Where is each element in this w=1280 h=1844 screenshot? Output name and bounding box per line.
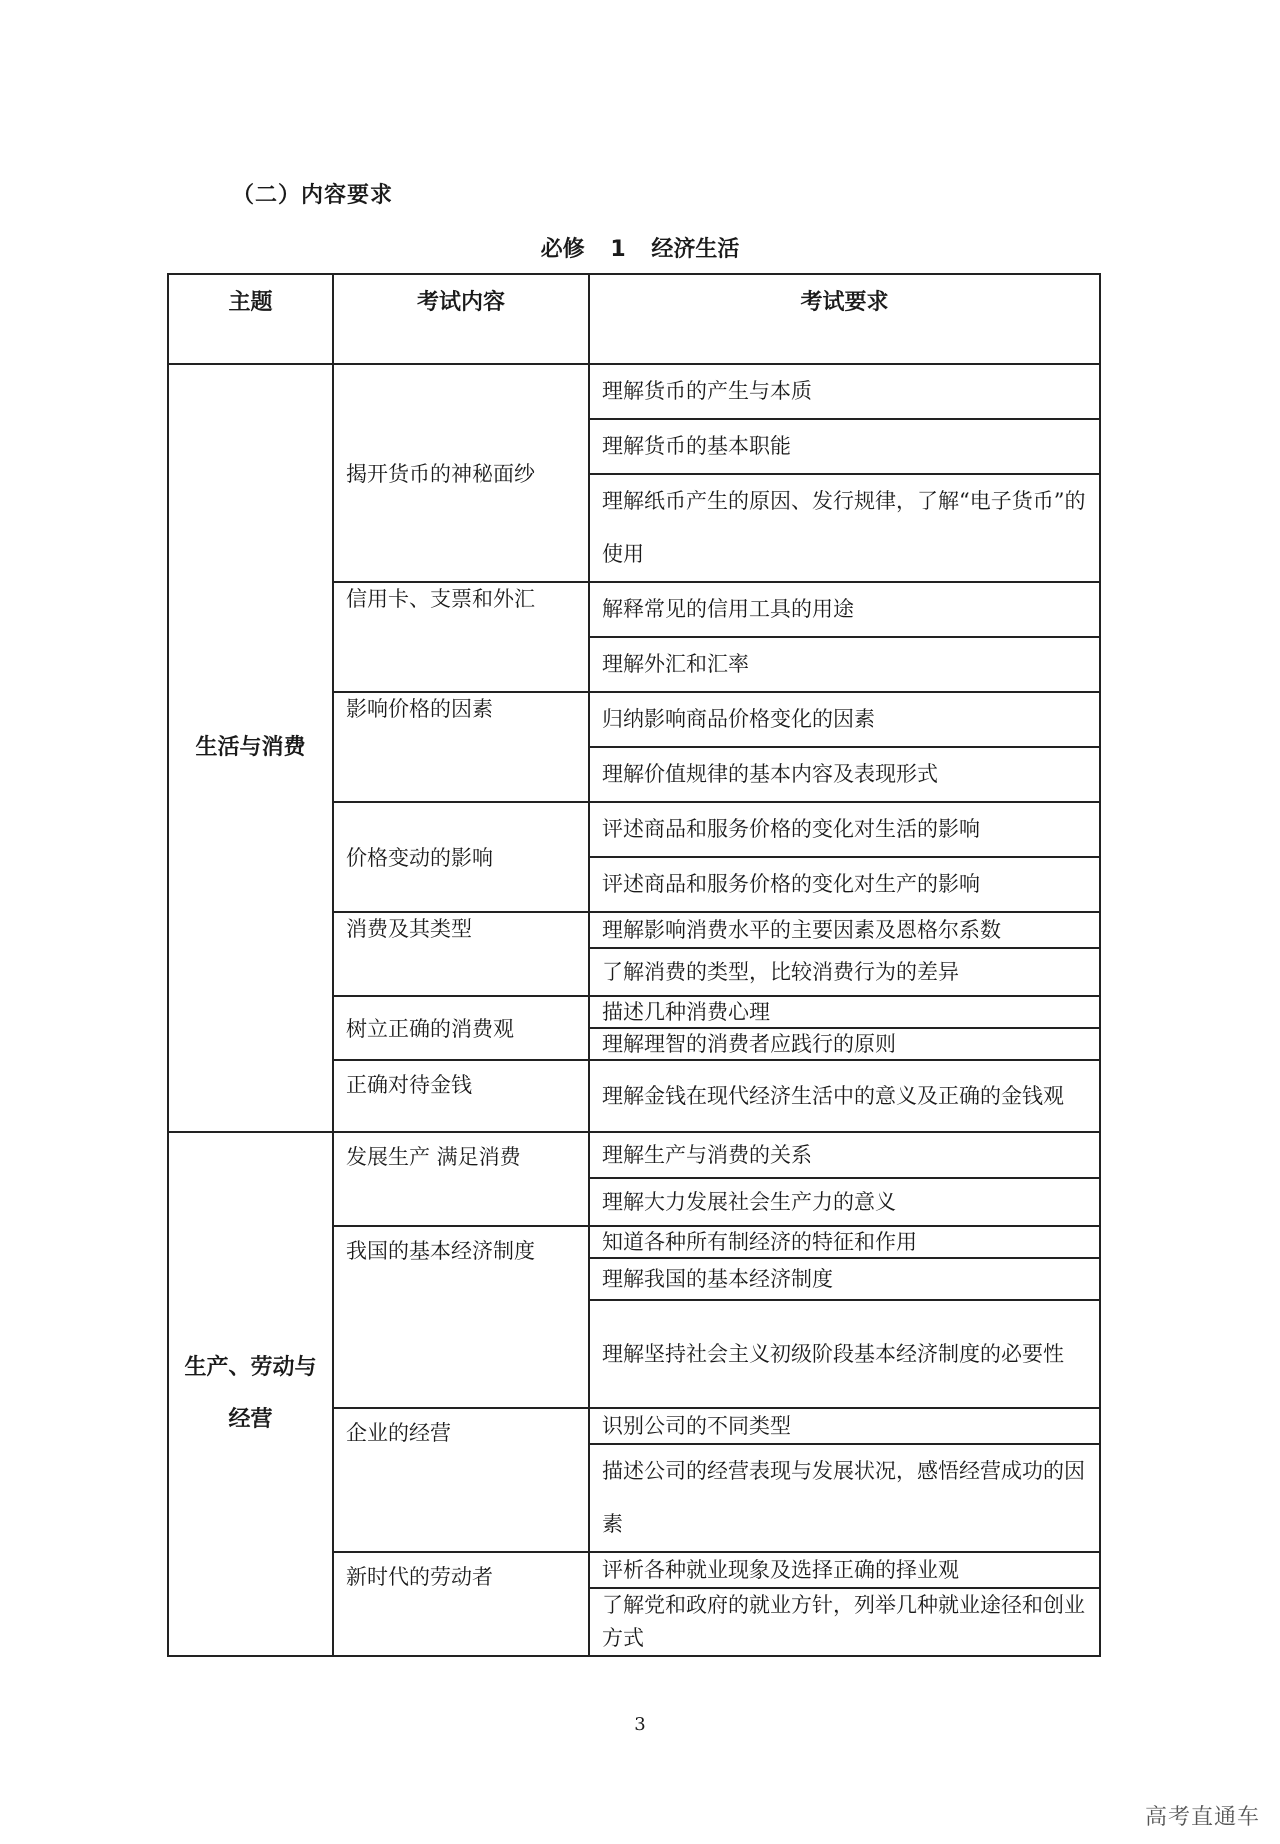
table-title-part3: 经济生活 [651,237,740,262]
requirement-cell: 理解我国的基本经济制度 [589,1258,1100,1300]
requirement-cell: 理解金钱在现代经济生活中的意义及正确的金钱观 [589,1060,1100,1132]
content-cell: 企业的经营 [333,1408,589,1552]
header-content: 考试内容 [333,274,589,364]
requirement-cell: 描述公司的经营表现与发展状况，感悟经营成功的因素 [589,1444,1100,1552]
requirement-cell: 识别公司的不同类型 [589,1408,1100,1444]
requirement-cell: 理解货币的基本职能 [589,419,1100,474]
header-theme: 主题 [168,274,333,364]
requirement-cell: 理解坚持社会主义初级阶段基本经济制度的必要性 [589,1300,1100,1408]
requirement-cell: 描述几种消费心理 [589,996,1100,1028]
table-row [168,364,1100,419]
requirement-cell: 归纳影响商品价格变化的因素 [589,692,1100,747]
content-cell: 新时代的劳动者 [333,1552,589,1656]
theme-cell: 生产、劳动与经营 [168,1132,333,1656]
requirement-cell: 知道各种所有制经济的特征和作用 [589,1226,1100,1258]
requirement-cell: 解释常见的信用工具的用途 [589,582,1100,637]
table-header-row [168,274,1100,364]
requirement-cell: 评析各种就业现象及选择正确的择业观 [589,1552,1100,1588]
content-cell: 揭开货币的神秘面纱 [333,364,589,582]
requirement-cell: 理解大力发展社会生产力的意义 [589,1178,1100,1226]
requirement-cell: 评述商品和服务价格的变化对生产的影响 [589,857,1100,912]
syllabus-table [167,273,1101,1657]
theme-cell: 生活与消费 [168,364,333,1132]
content-cell: 发展生产 满足消费 [333,1132,589,1226]
requirement-cell: 理解理智的消费者应践行的原则 [589,1028,1100,1060]
content-cell: 正确对待金钱 [333,1060,589,1132]
requirement-cell: 理解纸币产生的原因、发行规律，了解“电子货币”的使用 [589,474,1100,582]
content-cell: 消费及其类型 [333,912,589,996]
content-cell: 树立正确的消费观 [333,996,589,1060]
section-heading: （二）内容要求 [232,183,394,208]
header-requirement: 考试要求 [589,274,1100,364]
page-number: 3 [634,1714,646,1735]
requirement-cell: 了解消费的类型，比较消费行为的差异 [589,948,1100,996]
watermark: 高考直通车 [1144,1805,1260,1830]
requirement-cell: 理解外汇和汇率 [589,637,1100,692]
requirement-cell: 理解影响消费水平的主要因素及恩格尔系数 [589,912,1100,948]
requirement-cell: 理解价值规律的基本内容及表现形式 [589,747,1100,802]
requirement-cell: 评述商品和服务价格的变化对生活的影响 [589,802,1100,857]
content-cell: 影响价格的因素 [333,692,589,802]
table-title-part1: 必修 [540,237,585,262]
content-cell: 价格变动的影响 [333,802,589,912]
table-title-part2: 1 [610,237,626,262]
requirement-cell: 了解党和政府的就业方针，列举几种就业途径和创业方式 [589,1588,1100,1656]
content-cell: 信用卡、支票和外汇 [333,582,589,692]
table-title [0,232,1280,263]
table-row [168,1132,1100,1178]
requirement-cell: 理解货币的产生与本质 [589,364,1100,419]
content-cell: 我国的基本经济制度 [333,1226,589,1408]
requirement-cell: 理解生产与消费的关系 [589,1132,1100,1178]
